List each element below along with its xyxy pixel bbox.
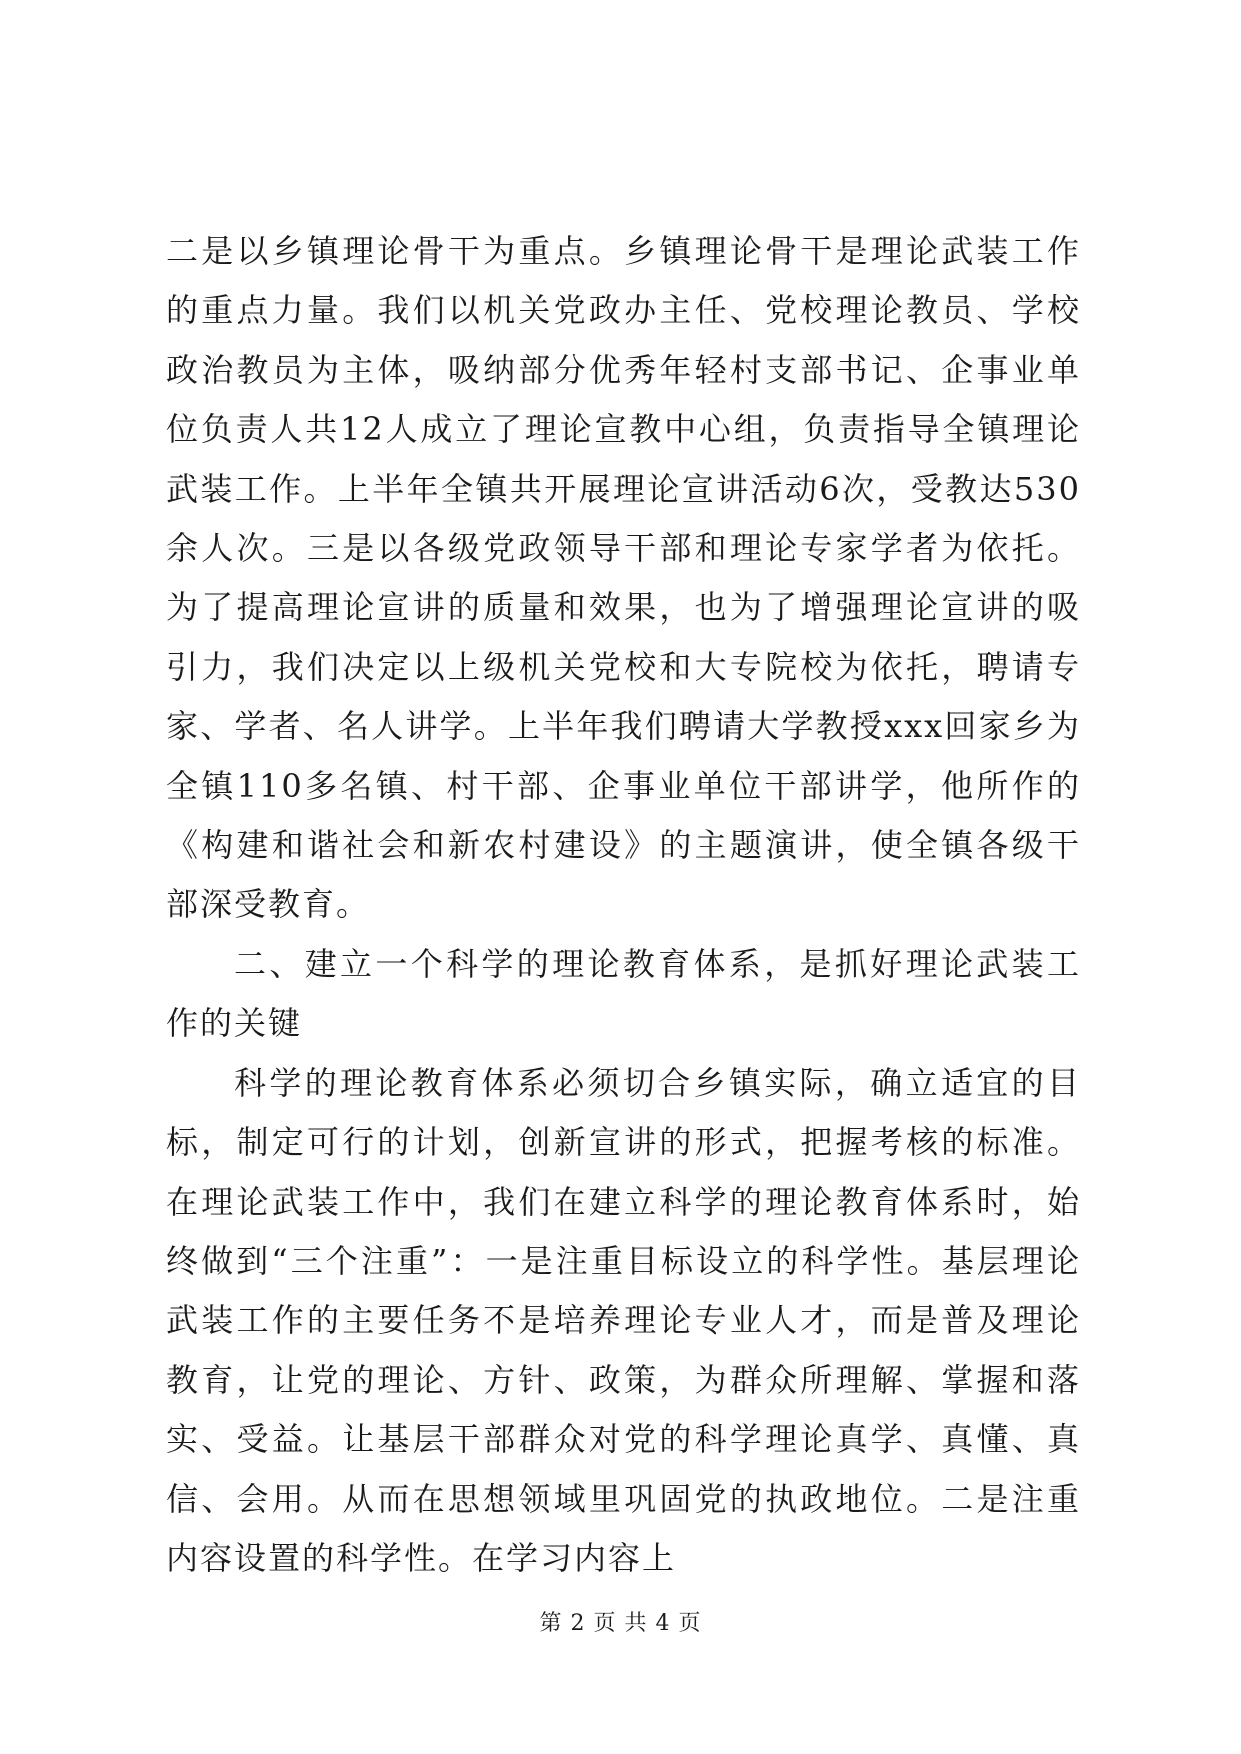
document-body <box>166 222 1081 1588</box>
paragraph-theory-education-system: 科学的理论教育体系必须切合乡镇实际，确立适宜的目标，制定可行的计划，创新宣讲的形式，把握考核的标准。在理论武装工作中，我们在建立科学的理论教育体系时，始终做到“三个注重”：一是注重目标设立的科学性。基层理论武装工作的主要任务不是培养理论专业人才，而是普及理论教育，让党的理论、方针、政策，为群众所理解、掌握和落实、受益。让基层干部群众对党的科学理论真学、真懂、真信、会用。从而在思想领域里巩固党的执政地位。二是注重内容设置的科学性。在学习内容上 <box>166 1063 1081 1577</box>
paragraph-continuation: 二是以乡镇理论骨干为重点。乡镇理论骨干是理论武装工作的重点力量。我们以机关党政办主任、党校理论教员、学校政治教员为主体，吸纳部分优秀年轻村支部书记、企事业单位负责人共12人成立了理论宣教中心组，负责指导全镇理论武装工作。上半年全镇共开展理论宣讲活动6次，受教达530余人次。三是以各级党政领导干部和理论专家学者为依托。为了提高理论宣讲的质量和效果，也为了增强理论宣讲的吸引力，我们决定以上级机关党校和大专院校为依托，聘请专家、学者、名人讲学。上半年我们聘请大学教授xxx回家乡为全镇110多名镇、村干部、企事业单位干部讲学，他所作的《构建和谐社会和新农村建设》的主题演讲，使全镇各级干部深受教育。 <box>166 232 1081 924</box>
page-number-footer: 第 2 页 共 4 页 <box>539 1611 702 1636</box>
section-heading-two: 二、建立一个科学的理论教育体系，是抓好理论武装工作的关键 <box>166 944 1081 1043</box>
